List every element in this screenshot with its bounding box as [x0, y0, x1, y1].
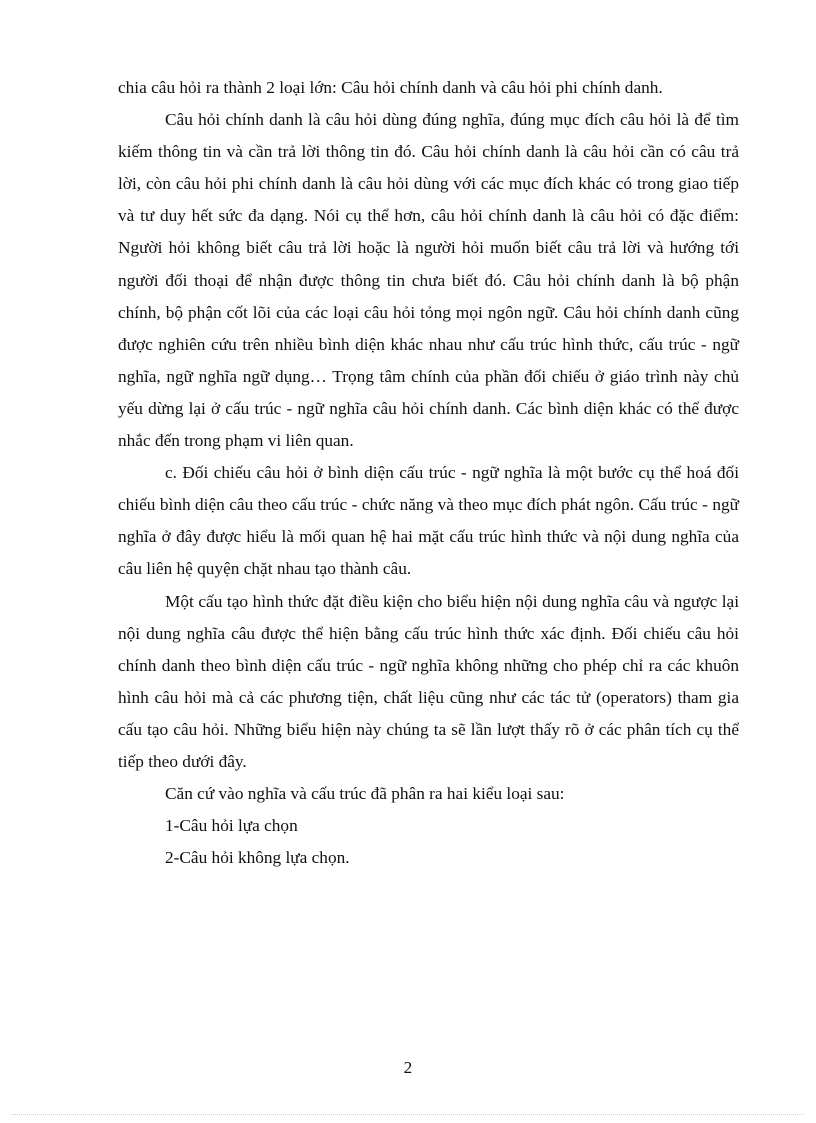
page-bottom-divider — [12, 1114, 804, 1115]
paragraph-continuation: chia câu hỏi ra thành 2 loại lớn: Câu hỏi chính danh và câu hỏi phi chính danh. — [118, 78, 663, 97]
paragraph-section-c: c. Đối chiếu câu hỏi ở bình diện cấu trúc - ngữ nghĩa là một bước cụ thể hoá đối chiếu bình diện câu theo cấu trúc - chức năng và theo mục đích phát ngôn. Cấu trúc - ngữ nghĩa ở đây được hiểu là mối quan hệ hai mặt cấu trúc hình thức và nội dung nghĩa của câu liên hệ quyện chặt nhau tạo thành câu. — [118, 463, 739, 579]
list-item: 2-Câu hỏi không lựa chọn. — [165, 848, 350, 868]
body-text — [118, 72, 739, 874]
paragraph-classification: Căn cứ vào nghĩa và cấu trúc đã phân ra hai kiểu loại sau: — [165, 784, 565, 804]
paragraph-definition: Câu hỏi chính danh là câu hỏi dùng đúng nghĩa, đúng mục đích câu hỏi là để tìm kiếm thông tin và cần trả lời thông tin đó. Câu hỏi chính danh là câu hỏi cần có câu trả lời, còn câu hỏi phi chính danh là câu hỏi dùng với các mục đích khác có trong giao tiếp và tư duy hết sức đa dạng. Nói cụ thể hơn, câu hỏi chính danh là câu hỏi có đặc điểm: Người hỏi không biết câu trả lời hoặc là người hỏi muốn biết câu trả lời và hướng tới người đối thoại để nhận được thông tin chưa biết đó. Câu hỏi chính danh là bộ phận chính, bộ phận cốt lõi của các loại câu hỏi tỏng mọi ngôn ngữ. Câu hỏi chính danh cũng được nghiên cứu trên nhiều bình diện khác nhau như cấu trúc hình thức, cấu trúc - ngữ nghĩa, ngữ nghĩa ngữ dụng… Trọng tâm chính của phần đối chiếu ở giáo trình này chủ yếu dừng lại ở cấu trúc - ngữ nghĩa câu hỏi chính danh. Các bình diện khác có thể được nhắc đến trong phạm vi liên quan. — [118, 110, 739, 451]
paragraph-structure: Một cấu tạo hình thức đặt điều kiện cho biểu hiện nội dung nghĩa câu và ngược lại nội dung nghĩa câu được thể hiện bằng cấu trúc hình thức xác định. Đối chiếu câu hỏi chính danh theo bình diện cấu trúc - ngữ nghĩa không những cho phép chỉ ra các khuôn hình câu hỏi mà cả các phương tiện, chất liệu cũng như các tác tử (operators) tham gia cấu tạo câu hỏi. Những biểu hiện này chúng ta sẽ lần lượt thấy rõ ở các phân tích cụ thể tiếp theo dưới đây. — [118, 591, 739, 771]
page-number: 2 — [403, 1058, 413, 1077]
list-item: 1-Câu hỏi lựa chọn — [165, 816, 298, 836]
